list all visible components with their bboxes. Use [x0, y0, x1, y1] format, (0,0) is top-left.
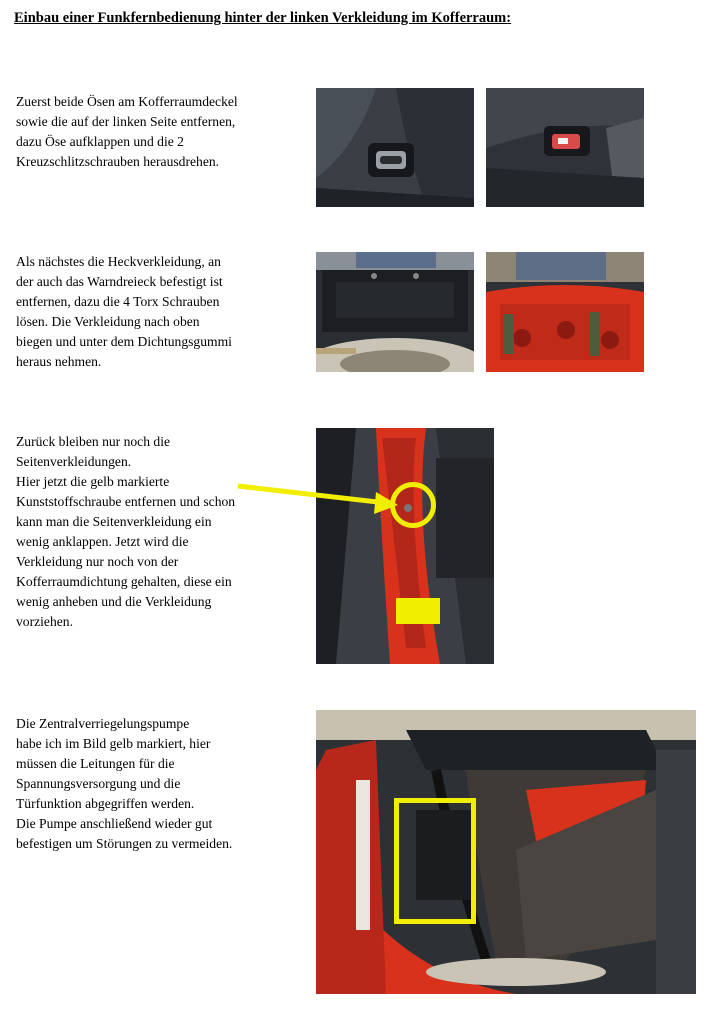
step-4-line: Spannungsversorgung und die: [16, 776, 181, 791]
step-3-line: Kofferraumdichtung gehalten, diese ein: [16, 574, 232, 589]
step-1-line: dazu Öse aufklappen und die 2: [16, 134, 184, 149]
step-4-line: befestigen um Störungen zu vermeiden.: [16, 836, 233, 851]
step-2-line: der auch das Warndreieck befestigt ist: [16, 274, 223, 289]
step-4-line: müssen die Leitungen für die: [16, 756, 175, 771]
step-3-text: [16, 432, 235, 632]
step-3-line: Seitenverkleidungen.: [16, 454, 132, 469]
step-4-line: Die Pumpe anschließend wieder gut: [16, 816, 213, 831]
step-3-line: wenig anheben und die Verkleidung: [16, 594, 212, 609]
step-2-line: lösen. Die Verkleidung nach oben: [16, 314, 200, 329]
step-3-line: Kunststoffschraube entfernen und schon: [16, 494, 236, 509]
yellow-circle-marker: [390, 482, 436, 528]
photo-side-panel-screw: [316, 428, 494, 664]
step-3-line: vorziehen.: [16, 614, 73, 629]
step-1-text: [16, 92, 238, 172]
step-3-line: Hier jetzt die gelb markierte: [16, 474, 170, 489]
photo-central-locking-pump: [316, 710, 696, 994]
step-2-line: biegen und unter dem Dichtungsgummi: [16, 334, 232, 349]
step-3-line: wenig anklappen. Jetzt wird die: [16, 534, 189, 549]
step-3-line: kann man die Seitenverkleidung ein: [16, 514, 212, 529]
step-4-line: habe ich im Bild gelb markiert, hier: [16, 736, 211, 751]
yellow-box-marker: [394, 798, 476, 924]
step-4-text: [16, 714, 232, 854]
step-3-line: Verkleidung nur noch von der: [16, 554, 179, 569]
step-2-line: heraus nehmen.: [16, 354, 102, 369]
step-1-line: Zuerst beide Ösen am Kofferraumdeckel: [16, 94, 238, 109]
page-title: Einbau einer Funkfernbedienung hinter der linken Verkleidung im Kofferraum:: [14, 10, 512, 26]
photo-rear-trim-installed: [316, 252, 474, 372]
step-2-line: entfernen, dazu die 4 Torx Schrauben: [16, 294, 220, 309]
step-1-line: sowie die auf der linken Seite entfernen,: [16, 114, 236, 129]
step-2-text: [16, 252, 232, 372]
photo-trunk-lid-eyelet: [316, 88, 474, 207]
step-3-line: Zurück bleiben nur noch die: [16, 434, 171, 449]
step-2-line: Als nächstes die Heckverkleidung, an: [16, 254, 221, 269]
photo-trunk-side-eyelet: [486, 88, 644, 207]
photo-rear-trim-removed: [486, 252, 644, 372]
step-4-line: Die Zentralverriegelungspumpe: [16, 716, 190, 731]
step-4-line: Türfunktion abgegriffen werden.: [16, 796, 195, 811]
step-1-line: Kreuzschlitzschrauben herausdrehen.: [16, 154, 220, 169]
